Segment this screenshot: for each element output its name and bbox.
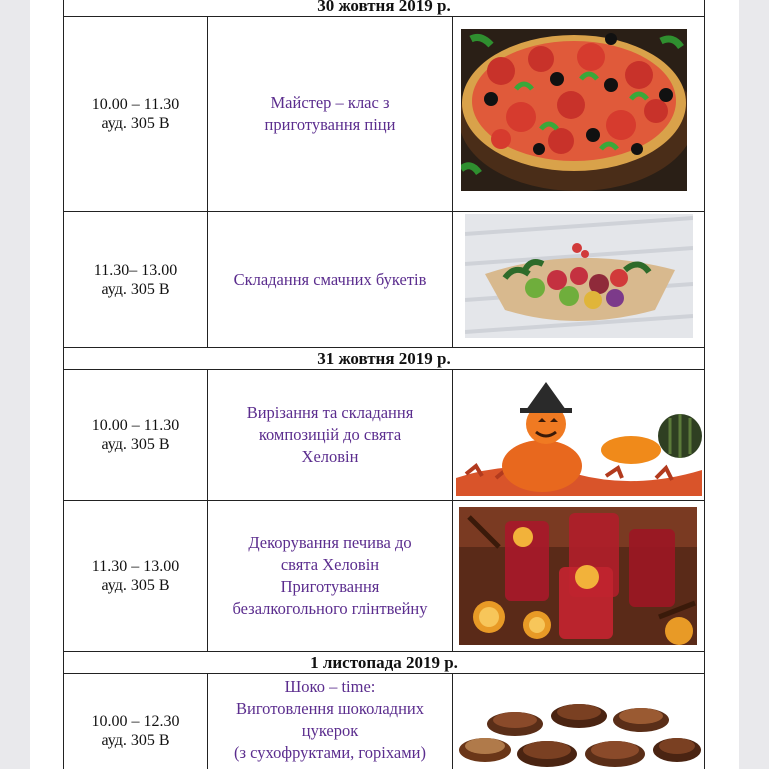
room-text: ауд. 305 В [101, 115, 170, 132]
time-cell [63, 211, 208, 348]
activity-line: Вирізання та складання [246, 403, 414, 422]
activity-line: композицій до свята [258, 425, 402, 444]
activity-line: цукерок [301, 721, 359, 740]
activity-line: Шоко – time: [284, 677, 376, 696]
room-text: ауд. 305 В [101, 732, 170, 749]
time-text: 10.00 – 11.30 [91, 96, 180, 113]
pizza-photo [461, 29, 687, 191]
table-row [63, 211, 705, 348]
date-header: 31 жовтня 2019 р. [63, 347, 705, 370]
document-page [30, 0, 739, 769]
schedule-table [63, 0, 705, 769]
activity-line: Складання смачних букетів [233, 269, 427, 289]
chocolate-candies-photo [455, 694, 703, 769]
activity-line: Приготування [280, 577, 380, 596]
activity-line: безалкогольного глінтвейну [232, 599, 428, 618]
image-cell [452, 500, 705, 652]
image-cell [452, 673, 705, 769]
activity-line: Хеловін [301, 447, 359, 466]
table-row [63, 673, 705, 769]
activity-line: свята Хеловін [280, 555, 380, 574]
table-row [63, 16, 705, 212]
time-cell [63, 500, 208, 652]
time-text: 11.30 – 13.00 [91, 558, 180, 575]
time-cell [63, 369, 208, 501]
time-text: 11.30– 13.00 [93, 261, 178, 279]
table-row [63, 500, 705, 652]
activity-line: Виготовлення шоколадних [235, 699, 424, 718]
mulled-wine-photo [459, 507, 697, 645]
date-header: 30 жовтня 2019 р. [63, 0, 705, 17]
room-text: ауд. 305 В [101, 280, 170, 298]
activity-cell [207, 16, 453, 212]
time-text: 10.00 – 12.30 [91, 713, 180, 730]
activity-line: приготування піци [264, 115, 396, 134]
time-text: 10.00 – 11.30 [91, 417, 180, 434]
activity-cell [207, 211, 453, 348]
activity-cell [207, 500, 453, 652]
image-cell [452, 16, 705, 212]
image-cell [452, 369, 705, 501]
date-header: 1 листопада 2019 р. [63, 651, 705, 674]
activity-line: (з сухофруктами, горіхами) [234, 743, 426, 762]
halloween-pumpkin-photo [456, 378, 702, 496]
time-cell [63, 16, 208, 212]
image-cell [452, 211, 705, 348]
activity-line: Майстер – клас з [270, 93, 390, 112]
activity-cell [207, 673, 453, 769]
room-text: ауд. 305 В [101, 577, 170, 594]
activity-cell [207, 369, 453, 501]
activity-line: Декорування печива до [248, 533, 412, 552]
time-cell [63, 673, 208, 769]
table-row [63, 369, 705, 501]
room-text: ауд. 305 В [101, 436, 170, 453]
fruit-bouquet-photo [465, 214, 693, 338]
